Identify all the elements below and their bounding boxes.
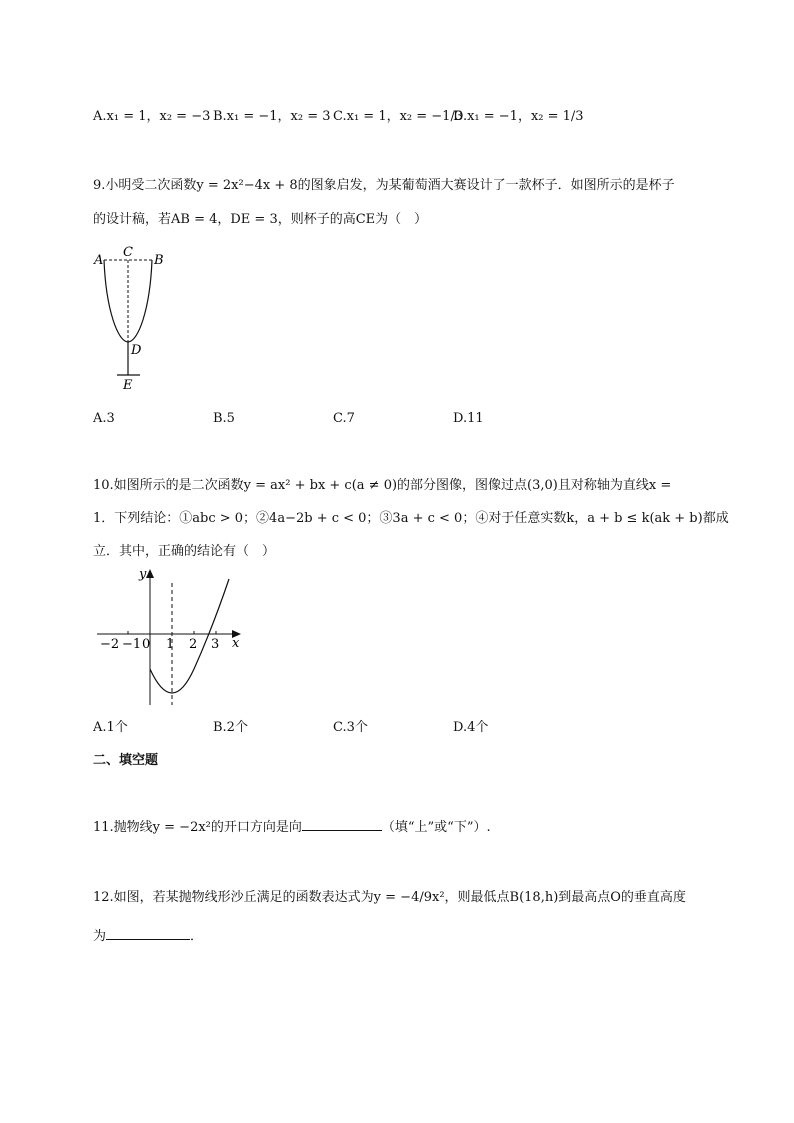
q11-text-before: 11.抛物线y = −2x²的开口方向是向 (93, 820, 302, 835)
q10-y-label: y (139, 567, 147, 582)
q10-tick-0: 0 (142, 637, 151, 652)
q9-label-d: D (131, 343, 142, 358)
q9-stem-line1: 9.小明受二次函数y = 2x²−4x + 8的图象启发，为某葡萄酒大赛设计了一款杯子．如图所示的是杯子 (93, 178, 675, 193)
q12-stem-line1: 12.如图，若某抛物线形沙丘满足的函数表达式为y = −4/9x²，则最低点B(18,h)到最高点O的垂直高度 (93, 890, 686, 905)
q10-option-a: A.1个 (93, 720, 128, 735)
q9-option-b: B.5 (213, 411, 235, 426)
q8-option-a: A.x₁ = 1，x₂ = −3 (93, 109, 211, 124)
q12-text-after: ． (190, 929, 204, 944)
q10-parabola-graph (92, 565, 252, 710)
q10-tick-2: 2 (189, 637, 198, 652)
q9-label-a: A (94, 253, 104, 268)
q9-option-d: D.11 (453, 411, 484, 426)
q10-stem-line3: 立．其中，正确的结论有（ ） (93, 544, 276, 559)
q10-option-c: C.3个 (333, 720, 368, 735)
q9-label-b: B (154, 253, 164, 268)
q10-stem-line2: 1．下列结论：①abc > 0；②4a−2b + c < 0；③3a + c < 0；④对于任意实数k，a + b ≤ k(ak + b)都成 (93, 511, 729, 526)
q12-answer-blank[interactable] (106, 927, 190, 940)
q9-cup-figure (90, 240, 180, 395)
q12-stem-line2 (93, 927, 203, 946)
q10-y-axis-arrow (146, 569, 154, 578)
q8-option-b: B.x₁ = −1，x₂ = 3 (213, 109, 331, 124)
q9-label-c: C (123, 245, 133, 260)
q12-text-before: 为 (93, 929, 107, 944)
q10-x-label: x (232, 636, 240, 651)
q10-option-d: D.4个 (453, 720, 489, 735)
q11-text-after: （填“上”或“下”）. (381, 820, 491, 835)
q10-option-b: B.2个 (213, 720, 248, 735)
q10-parabola-curve (150, 579, 229, 693)
q10-tick-1: 1 (166, 637, 175, 652)
q8-option-c: C.x₁ = 1，x₂ = −1/3 (333, 109, 464, 124)
q10-tick-neg1: −1 (122, 637, 142, 652)
q10-stem-line1: 10.如图所示的是二次函数y = ax² + bx + c(a ≠ 0)的部分图像，图像过点(3,0)且对称轴为直线x = (93, 478, 672, 493)
q9-option-a: A.3 (93, 411, 115, 426)
q8-option-d: D.x₁ = −1，x₂ = 1/3 (453, 109, 584, 124)
q10-tick-neg2: −2 (100, 637, 120, 652)
q10-tick-3: 3 (211, 637, 220, 652)
q9-option-c: C.7 (333, 411, 355, 426)
q9-stem-line2: 的设计稿，若AB = 4，DE = 3，则杯子的高CE为（ ） (93, 212, 428, 227)
q11-stem (93, 818, 491, 837)
q11-answer-blank[interactable] (302, 818, 382, 831)
q9-label-e: E (123, 378, 133, 393)
section-fill-in-heading: 二、填空题 (93, 753, 159, 768)
